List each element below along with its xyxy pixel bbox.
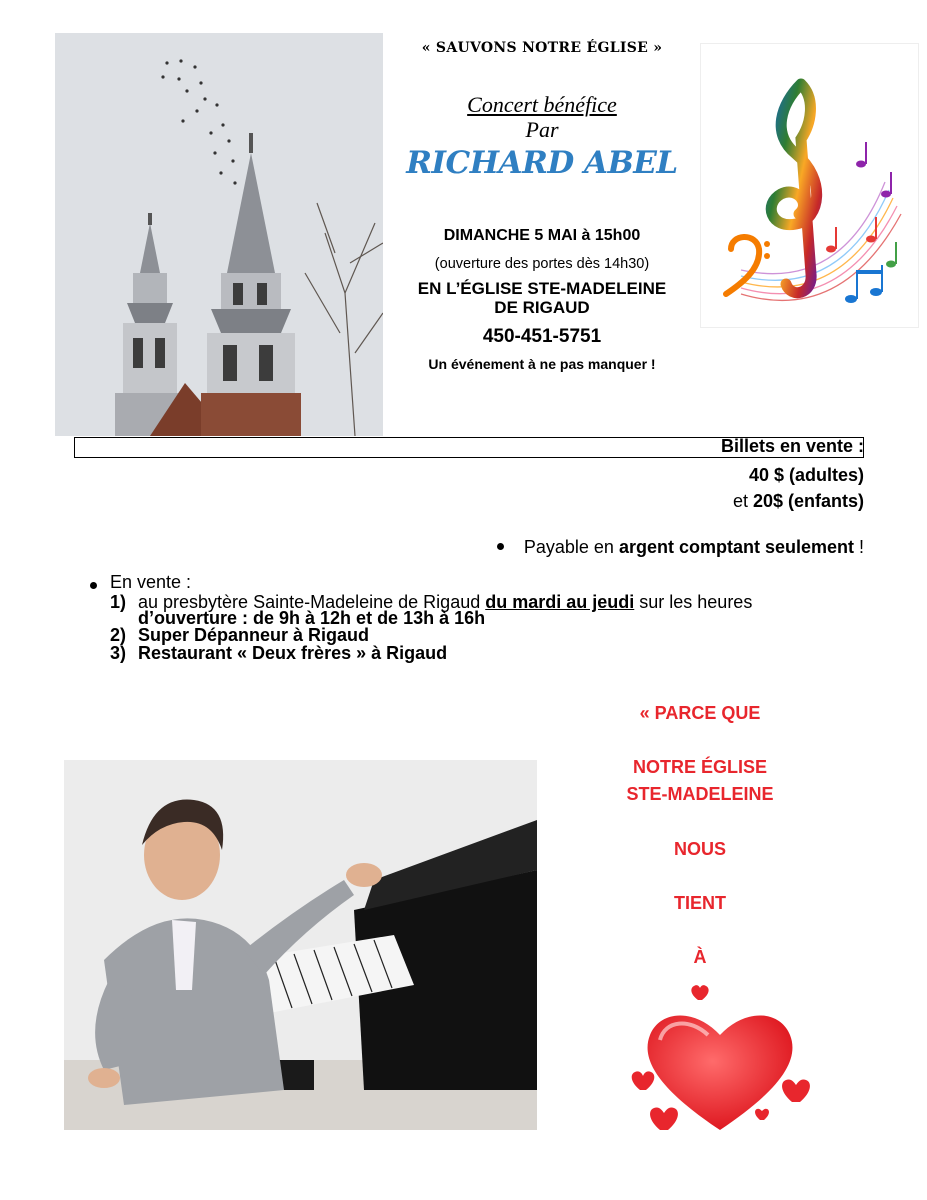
tagline: Un événement à ne pas manquer ! [428, 356, 656, 372]
payment-prefix: Payable en [523, 537, 619, 557]
message-line-2: NOTRE ÉGLISE [632, 757, 767, 777]
tickets-heading: Billets en vente : [720, 436, 864, 456]
list-number: 2) [110, 625, 127, 645]
artist-name: RICHARD ABEL [406, 145, 678, 181]
par-label: Par [525, 117, 559, 142]
sale-item-1-hours: d’ouverture : de 9h à 12h et de 13h à 16h [138, 608, 486, 628]
list-number: 3) [110, 643, 127, 663]
concert-subtitle [392, 92, 692, 118]
payment-suffix: ! [853, 537, 864, 557]
list-item-text: Restaurant « Deux frères » à Rigaud [138, 643, 448, 663]
price-children-value: 20$ (enfants) [752, 491, 864, 511]
hearts-illustration [620, 980, 820, 1140]
bullet-icon [90, 582, 97, 589]
message-line-5: TIENT [674, 893, 726, 913]
event-date: DIMANCHE 5 MAI à 15h00 [443, 227, 641, 244]
list-number: 1) [110, 592, 127, 612]
payment-bold: argent comptant seulement [618, 537, 854, 557]
music-notes-image [700, 43, 919, 328]
message-line-3: STE-MADELEINE [626, 784, 774, 804]
sale-item-1-days: du mardi au jeudi [485, 592, 635, 612]
pianist-photo [64, 760, 537, 1130]
price-adults: 40 $ (adultes) [748, 465, 864, 485]
event-title: « SAUVONS NOTRE ÉGLISE » [421, 40, 663, 56]
price-children [500, 491, 864, 512]
bass-clef-icon [726, 237, 770, 294]
message-line-6: À [693, 947, 707, 967]
message-line-1: « PARCE QUE [639, 703, 761, 723]
venue-line-1: EN L’ÉGLISE STE-MADELEINE [417, 279, 667, 298]
church-steeples-photo [55, 33, 383, 436]
phone-number: 450-451-5751 [482, 326, 602, 347]
sale-item-1-part2: sur les heures [634, 592, 753, 612]
concert-label: Concert bénéfice [467, 92, 617, 117]
venue-line-2: DE RIGAUD [494, 298, 590, 317]
sale-item-1-part1: au presbytère Sainte-Madeleine de Rigaud [138, 592, 486, 612]
bullet-icon [497, 543, 504, 550]
treble-clef-icon [771, 84, 816, 293]
price-children-prefix: et [732, 491, 753, 511]
doors-opening: (ouverture des portes dès 14h30) [434, 256, 650, 272]
list-item-text: Super Dépanneur à Rigaud [138, 625, 370, 645]
message-line-4: NOUS [673, 839, 726, 859]
payment-note [440, 537, 864, 558]
sale-heading: En vente : [110, 572, 192, 592]
